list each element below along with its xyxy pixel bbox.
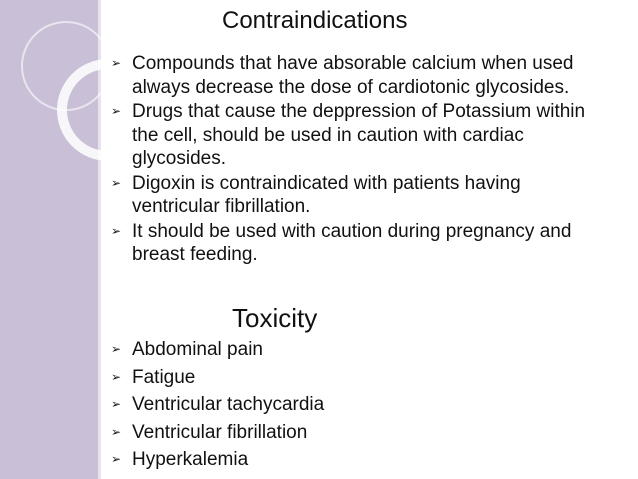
toxicity-heading: Toxicity bbox=[232, 303, 318, 333]
arrowhead-bullet-icon: ➢ bbox=[111, 369, 122, 384]
arrowhead-bullet-icon: ➢ bbox=[111, 104, 122, 118]
list-item bbox=[110, 172, 595, 219]
list-item bbox=[110, 421, 595, 445]
arrowhead-bullet-icon: ➢ bbox=[111, 452, 122, 466]
arrowhead-bullet-icon: ➢ bbox=[111, 56, 122, 70]
contraindications-list bbox=[110, 52, 595, 268]
arrowhead-bullet-icon: ➢ bbox=[111, 175, 122, 190]
list-item bbox=[110, 100, 595, 171]
toxicity-list bbox=[110, 338, 595, 476]
list-item-text: Ventricular fibrillation bbox=[132, 421, 308, 443]
list-item bbox=[110, 393, 595, 417]
contraindications-heading: Contraindications bbox=[222, 7, 408, 34]
list-item-text: Digoxin is contraindicated with patients having ventricular fibrillation. bbox=[132, 172, 521, 217]
list-item bbox=[110, 366, 595, 390]
arrowhead-bullet-icon: ➢ bbox=[111, 397, 122, 411]
list-item-text: Ventricular tachycardia bbox=[132, 394, 325, 415]
list-item-text: Abdominal pain bbox=[132, 339, 263, 360]
list-item bbox=[110, 52, 595, 99]
arrowhead-bullet-icon: ➢ bbox=[111, 424, 122, 439]
list-item bbox=[110, 220, 595, 267]
list-item-text: Fatigue bbox=[132, 366, 196, 388]
arrowhead-bullet-icon: ➢ bbox=[111, 342, 122, 356]
list-item-text: It should be used with caution during pregnancy and breast feeding. bbox=[132, 220, 572, 265]
list-item-text: Hyperkalemia bbox=[132, 449, 249, 470]
list-item-text: Drugs that cause the deppression of Potassium within the cell, should be used in caution with cardiac glycosides. bbox=[132, 101, 586, 169]
list-item bbox=[110, 448, 595, 472]
list-item-text: Compounds that have absorable calcium when used always decrease the dose of cardiotonic glycosides. bbox=[132, 53, 574, 98]
arrowhead-bullet-icon: ➢ bbox=[111, 223, 122, 238]
list-item bbox=[110, 338, 595, 362]
